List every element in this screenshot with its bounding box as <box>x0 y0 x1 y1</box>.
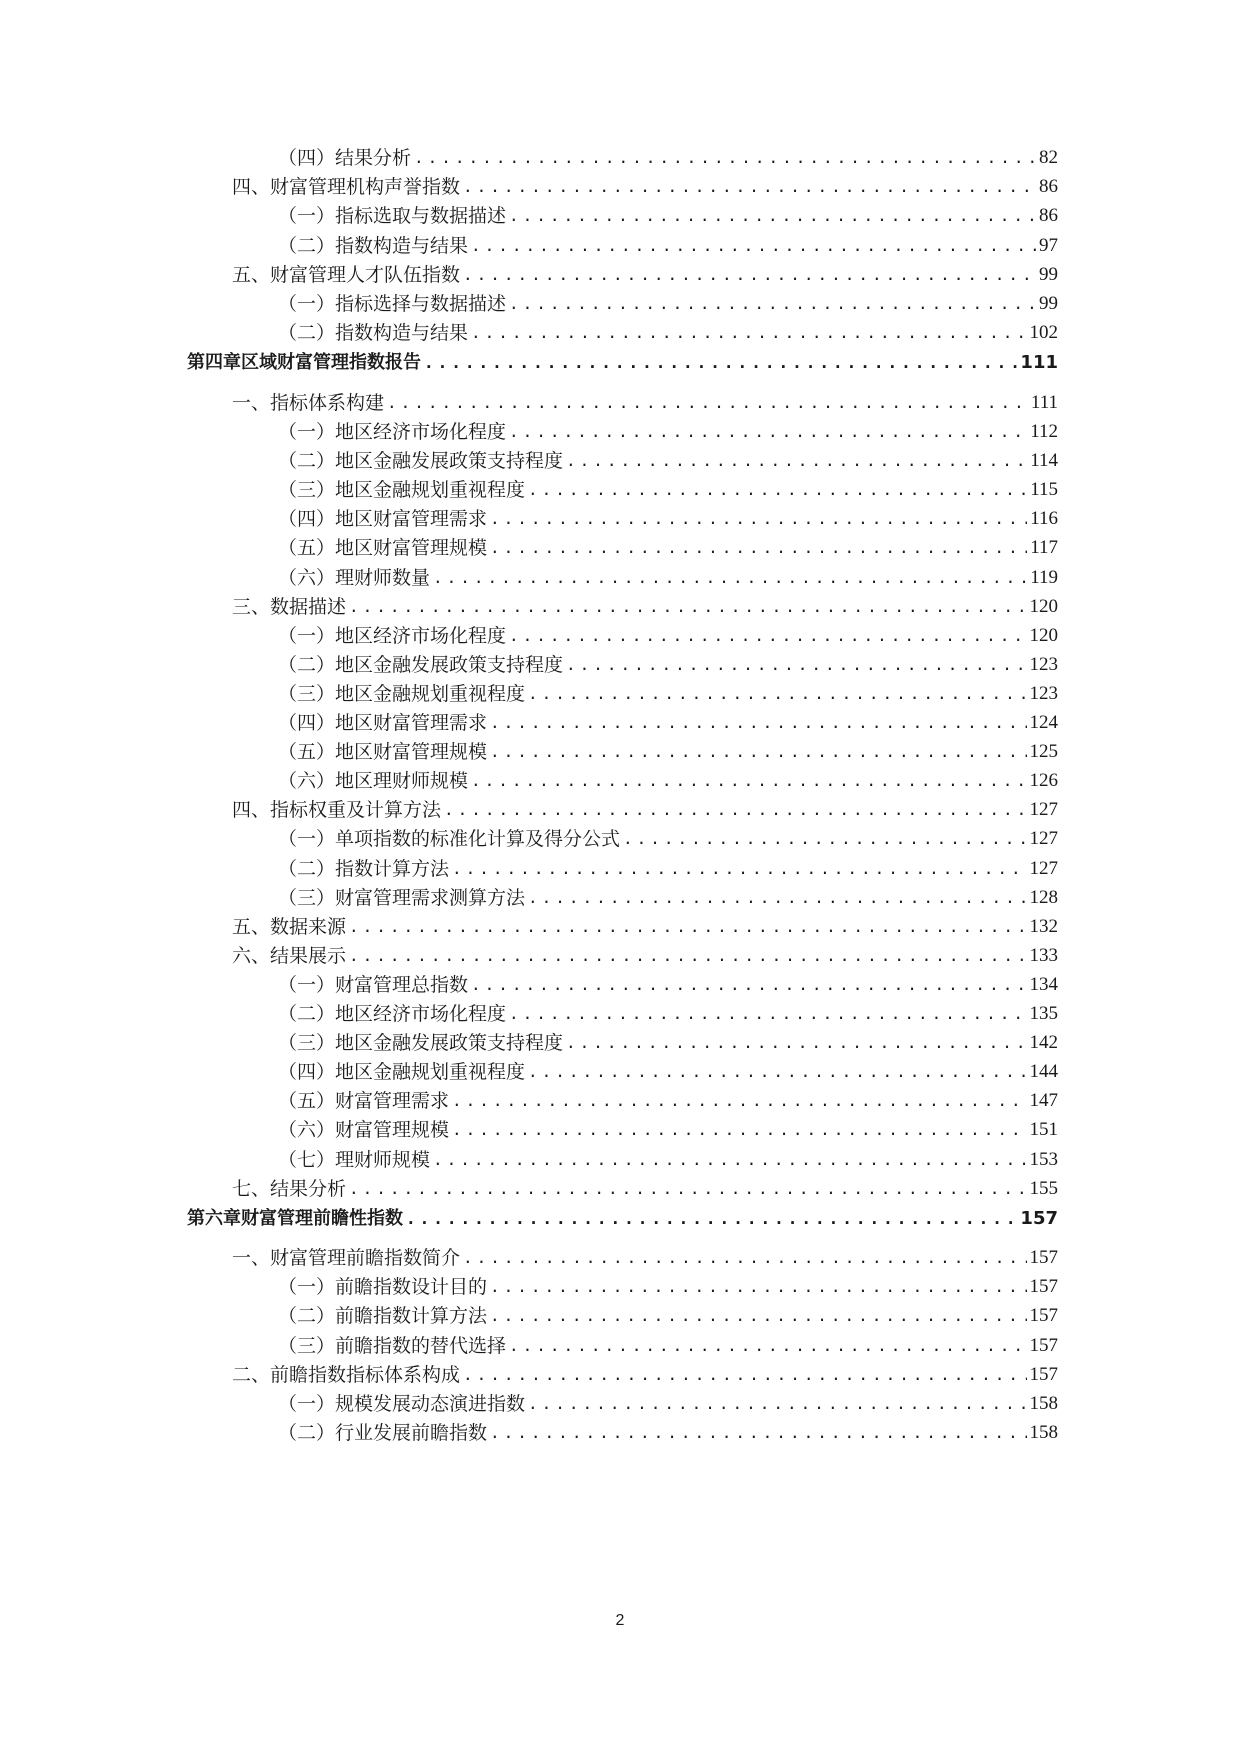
toc-dot-leader <box>471 234 1036 258</box>
toc-entry-page: 132 <box>1029 916 1058 937</box>
toc-entry-title: （一）前瞻指数设计目的 <box>278 1276 488 1298</box>
toc-entry-title: （一）指标选取与数据描述 <box>278 205 507 227</box>
toc-entry-page: 116 <box>1030 508 1058 529</box>
toc-entry[interactable] <box>278 228 1058 258</box>
toc-entry-title: （四）结果分析 <box>278 147 412 169</box>
toc-entry-title: 七、结果分析 <box>232 1178 347 1200</box>
toc-entry-page: 120 <box>1029 596 1058 617</box>
toc-dot-leader <box>528 1060 1026 1084</box>
toc-entry-page: 86 <box>1039 205 1058 226</box>
toc-dot-leader <box>509 624 1026 648</box>
toc-entry[interactable] <box>278 1328 1058 1358</box>
toc-entry-page: 125 <box>1029 741 1058 762</box>
toc-entry-title: （一）地区经济市场化程度 <box>278 625 507 647</box>
toc-dot-leader <box>528 886 1026 910</box>
toc-dot-leader <box>471 973 1026 997</box>
toc-entry-page: 119 <box>1030 567 1058 588</box>
toc-entry-title: （二）行业发展前瞻指数 <box>278 1422 488 1444</box>
toc-entry[interactable] <box>278 821 1058 851</box>
toc-entry[interactable] <box>278 618 1058 648</box>
toc-entry-title: 四、指标权重及计算方法 <box>232 799 442 821</box>
toc-entry-title: （二）地区金融发展政策支持程度 <box>278 654 564 676</box>
toc-entry-page: 120 <box>1029 625 1058 646</box>
toc-entry-page: 153 <box>1029 1149 1058 1170</box>
toc-entry[interactable] <box>278 996 1058 1026</box>
toc-dot-leader <box>433 566 1027 590</box>
toc-dot-leader <box>623 827 1026 851</box>
toc-entry[interactable] <box>278 734 1058 764</box>
toc-entry-title: （一）单项指数的标准化计算及得分公式 <box>278 828 621 850</box>
toc-dot-leader <box>528 478 1027 502</box>
toc-dot-leader <box>490 536 1027 560</box>
toc-entry[interactable] <box>278 315 1058 345</box>
toc-entry-title: 四、财富管理机构声誉指数 <box>232 176 461 198</box>
toc-entry-page: 99 <box>1039 293 1058 314</box>
toc-entry[interactable] <box>232 1171 1058 1201</box>
toc-entry-page: 155 <box>1029 1178 1058 1199</box>
toc-entry-page: 147 <box>1029 1090 1058 1111</box>
toc-entry[interactable] <box>232 1357 1058 1387</box>
toc-entry[interactable] <box>278 560 1058 590</box>
toc-entry-title: 六、结果展示 <box>232 945 347 967</box>
toc-entry-title: （二）指数构造与结果 <box>278 235 469 257</box>
toc-entry-page: 157 <box>1020 1208 1058 1229</box>
toc-dot-leader <box>566 653 1026 677</box>
toc-entry[interactable] <box>232 385 1058 415</box>
toc-entry[interactable] <box>278 530 1058 560</box>
toc-entry-page: 151 <box>1029 1119 1058 1140</box>
toc-dot-leader <box>463 263 1036 287</box>
toc-entry-title: （一）指标选择与数据描述 <box>278 293 507 315</box>
toc-dot-leader <box>452 1118 1026 1142</box>
toc-entry[interactable] <box>278 472 1058 502</box>
toc-entry[interactable] <box>278 1142 1058 1172</box>
toc-entry[interactable] <box>278 501 1058 531</box>
toc-entry[interactable] <box>278 198 1058 228</box>
toc-entry-page: 158 <box>1029 1422 1058 1443</box>
toc-entry-title: （二）地区金融发展政策支持程度 <box>278 450 564 472</box>
toc-entry-title: （一）财富管理总指数 <box>278 974 469 996</box>
toc-dot-leader <box>433 1148 1026 1172</box>
toc-entry-title: （三）地区金融规划重视程度 <box>278 479 526 501</box>
toc-entry-page: 112 <box>1030 421 1058 442</box>
toc-entry[interactable] <box>278 1386 1058 1416</box>
toc-entry[interactable] <box>278 1415 1058 1445</box>
toc-dot-leader <box>528 682 1026 706</box>
toc-entry[interactable] <box>278 414 1058 444</box>
toc-dot-leader <box>349 915 1026 939</box>
toc-entry-title: （五）财富管理需求 <box>278 1090 450 1112</box>
toc-entry-title: （四）地区金融规划重视程度 <box>278 1061 526 1083</box>
toc-entry-title: 二、前瞻指数指标体系构成 <box>232 1364 461 1386</box>
toc-entry-title: （二）指数构造与结果 <box>278 322 469 344</box>
toc-entry-title: （一）地区经济市场化程度 <box>278 421 507 443</box>
toc-dot-leader <box>424 351 1017 375</box>
toc-dot-leader <box>509 292 1036 316</box>
toc-dot-leader <box>444 798 1026 822</box>
toc-entry-title: （四）地区财富管理需求 <box>278 712 488 734</box>
toc-entry-title: 第六章财富管理前瞻性指数 <box>187 1208 403 1229</box>
toc-entry[interactable] <box>232 257 1058 287</box>
toc-entry-title: 三、数据描述 <box>232 596 347 618</box>
toc-entry-page: 144 <box>1029 1061 1058 1082</box>
toc-entry-title: （六）财富管理规模 <box>278 1119 450 1141</box>
toc-entry[interactable] <box>278 140 1058 170</box>
toc-entry[interactable] <box>232 938 1058 968</box>
toc-entry-title: 一、指标体系构建 <box>232 392 385 414</box>
toc-entry-page: 111 <box>1020 352 1058 373</box>
toc-dot-leader <box>490 1304 1026 1328</box>
toc-chapter-entry[interactable] <box>187 1201 1058 1231</box>
toc-entry-page: 157 <box>1029 1305 1058 1326</box>
toc-entry[interactable] <box>278 967 1058 997</box>
toc-dot-leader <box>406 1207 1017 1231</box>
toc-entry[interactable] <box>278 880 1058 910</box>
toc-entry-title: 五、数据来源 <box>232 916 347 938</box>
toc-entry[interactable] <box>232 792 1058 822</box>
toc-entry-title: （二）前瞻指数计算方法 <box>278 1305 488 1327</box>
toc-entry[interactable] <box>278 286 1058 316</box>
toc-entry-page: 123 <box>1029 654 1058 675</box>
toc-entry-page: 97 <box>1039 235 1058 256</box>
toc-entry-page: 127 <box>1029 858 1058 879</box>
toc-dot-leader <box>509 204 1036 228</box>
toc-entry[interactable] <box>278 676 1058 706</box>
toc-entry-title: 一、财富管理前瞻指数简介 <box>232 1247 461 1269</box>
toc-dot-leader <box>566 449 1027 473</box>
toc-entry-title: （一）规模发展动态演进指数 <box>278 1393 526 1415</box>
toc-entry-title: （二）指数计算方法 <box>278 858 450 880</box>
toc-entry[interactable] <box>278 1083 1058 1113</box>
toc-entry-title: （五）地区财富管理规模 <box>278 537 488 559</box>
toc-entry-title: （三）地区金融发展政策支持程度 <box>278 1032 564 1054</box>
toc-dot-leader <box>349 595 1026 619</box>
page-number: 2 <box>615 1612 625 1629</box>
toc-entry-title: 五、财富管理人才队伍指数 <box>232 264 461 286</box>
toc-dot-leader <box>463 175 1036 199</box>
toc-entry-page: 114 <box>1030 450 1058 471</box>
toc-dot-leader <box>452 1089 1026 1113</box>
toc-dot-leader <box>414 146 1036 170</box>
toc-dot-leader <box>471 769 1026 793</box>
toc-entry-title: （五）地区财富管理规模 <box>278 741 488 763</box>
toc-entry-title: （四）地区财富管理需求 <box>278 508 488 530</box>
toc-entry-page: 135 <box>1029 1003 1058 1024</box>
toc-entry-page: 123 <box>1029 683 1058 704</box>
toc-dot-leader <box>490 507 1027 531</box>
toc-dot-leader <box>509 420 1027 444</box>
toc-entry-page: 128 <box>1029 887 1058 908</box>
toc-dot-leader <box>471 321 1026 345</box>
toc-entry[interactable] <box>278 705 1058 735</box>
toc-dot-leader <box>490 711 1026 735</box>
toc-entry[interactable] <box>278 647 1058 677</box>
toc-entry-title: （三）财富管理需求测算方法 <box>278 887 526 909</box>
toc-entry-page: 157 <box>1029 1364 1058 1385</box>
toc-entry-page: 157 <box>1029 1247 1058 1268</box>
toc-entry[interactable] <box>232 909 1058 939</box>
toc-entry[interactable] <box>278 763 1058 793</box>
toc-entry[interactable] <box>232 169 1058 199</box>
toc-entry-page: 127 <box>1029 828 1058 849</box>
toc-dot-leader <box>349 944 1026 968</box>
toc-entry-page: 142 <box>1029 1032 1058 1053</box>
toc-entry[interactable] <box>232 1240 1058 1270</box>
toc-dot-leader <box>490 1421 1026 1445</box>
toc-entry-page: 115 <box>1030 479 1058 500</box>
toc-entry-page: 82 <box>1039 147 1058 168</box>
toc-entry-title: （六）理财师数量 <box>278 567 431 589</box>
toc-entry-page: 134 <box>1029 974 1058 995</box>
toc-dot-leader <box>463 1246 1026 1270</box>
toc-dot-leader <box>490 740 1026 764</box>
toc-entry-title: （三）地区金融规划重视程度 <box>278 683 526 705</box>
toc-entry-title: 第四章区域财富管理指数报告 <box>187 352 421 373</box>
toc-dot-leader <box>528 1392 1026 1416</box>
toc-entry-page: 102 <box>1029 322 1058 343</box>
toc-dot-leader <box>452 857 1026 881</box>
toc-entry-title: （二）地区经济市场化程度 <box>278 1003 507 1025</box>
toc-entry-title: （七）理财师规模 <box>278 1149 431 1171</box>
toc-entry[interactable] <box>278 1054 1058 1084</box>
toc-entry[interactable] <box>278 1025 1058 1055</box>
toc-dot-leader <box>509 1002 1026 1026</box>
toc-entry-page: 133 <box>1029 945 1058 966</box>
toc-entry-page: 126 <box>1029 770 1058 791</box>
toc-dot-leader <box>349 1177 1026 1201</box>
toc-entry[interactable] <box>278 1298 1058 1328</box>
toc-entry-title: （六）地区理财师规模 <box>278 770 469 792</box>
toc-entry[interactable] <box>278 1269 1058 1299</box>
toc-entry-page: 124 <box>1029 712 1058 733</box>
toc-entry-page: 127 <box>1029 799 1058 820</box>
toc-entry[interactable] <box>232 589 1058 619</box>
toc-entry[interactable] <box>278 443 1058 473</box>
toc-entry[interactable] <box>278 1112 1058 1142</box>
toc-entry-title: （三）前瞻指数的替代选择 <box>278 1335 507 1357</box>
toc-entry-page: 158 <box>1029 1393 1058 1414</box>
toc-dot-leader <box>509 1334 1026 1358</box>
toc-dot-leader <box>463 1363 1026 1387</box>
toc-entry-page: 86 <box>1039 176 1058 197</box>
toc-dot-leader <box>490 1275 1026 1299</box>
toc-entry-page: 157 <box>1029 1276 1058 1297</box>
toc-dot-leader <box>566 1031 1026 1055</box>
toc-entry-page: 157 <box>1029 1335 1058 1356</box>
toc-entry[interactable] <box>278 851 1058 881</box>
toc-entry-page: 111 <box>1030 392 1058 413</box>
toc-entry-page: 99 <box>1039 264 1058 285</box>
toc-entry-page: 117 <box>1030 537 1058 558</box>
toc-chapter-entry[interactable] <box>187 345 1058 375</box>
toc-dot-leader <box>387 391 1028 415</box>
